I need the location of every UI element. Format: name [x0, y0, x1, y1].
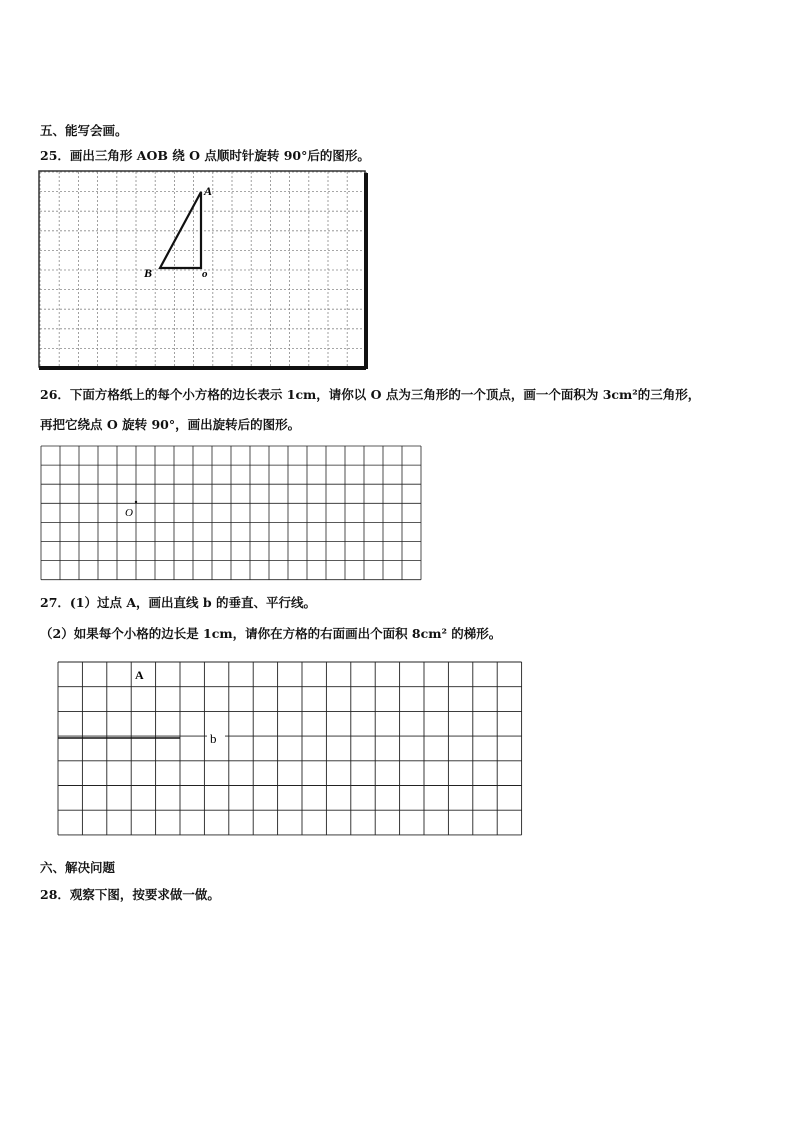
- question-27-part2: （2）如果每个小格的边长是 1cm，请你在方格的右面画出个面积 8cm² 的梯形。: [40, 626, 502, 641]
- question-27-grid: [57, 661, 527, 841]
- point-o: [135, 501, 137, 503]
- question-26-grid: [40, 445, 422, 582]
- question-26-line2: 再把它绕点 O 旋转 90°，画出旋转后的图形。: [40, 417, 301, 432]
- question-27-part1: 27．(1）过点 A，画出直线 b 的垂直、平行线。: [40, 595, 317, 610]
- section-five-title: 五、能写会画。: [40, 123, 128, 138]
- triangle-aob: [160, 192, 201, 268]
- question-26-line1: 26．下面方格纸上的每个小方格的边长表示 1cm，请你以 O 点为三角形的一个顶点，画一个面积为 3cm²的三角形，: [40, 387, 701, 402]
- question-25-grid: [38, 170, 370, 375]
- label-o: o: [202, 268, 208, 280]
- label-b: b: [210, 731, 217, 746]
- label-a: A: [135, 668, 144, 682]
- label-a: A: [204, 184, 213, 198]
- question-25-text: 25．画出三角形 AOB 绕 O 点顺时针旋转 90°后的图形。: [40, 148, 370, 163]
- section-six-title: 六、解决问题: [40, 860, 116, 875]
- label-b: B: [144, 266, 153, 280]
- label-o: O: [125, 507, 133, 519]
- question-28-text: 28．观察下图，按要求做一做。: [40, 887, 220, 902]
